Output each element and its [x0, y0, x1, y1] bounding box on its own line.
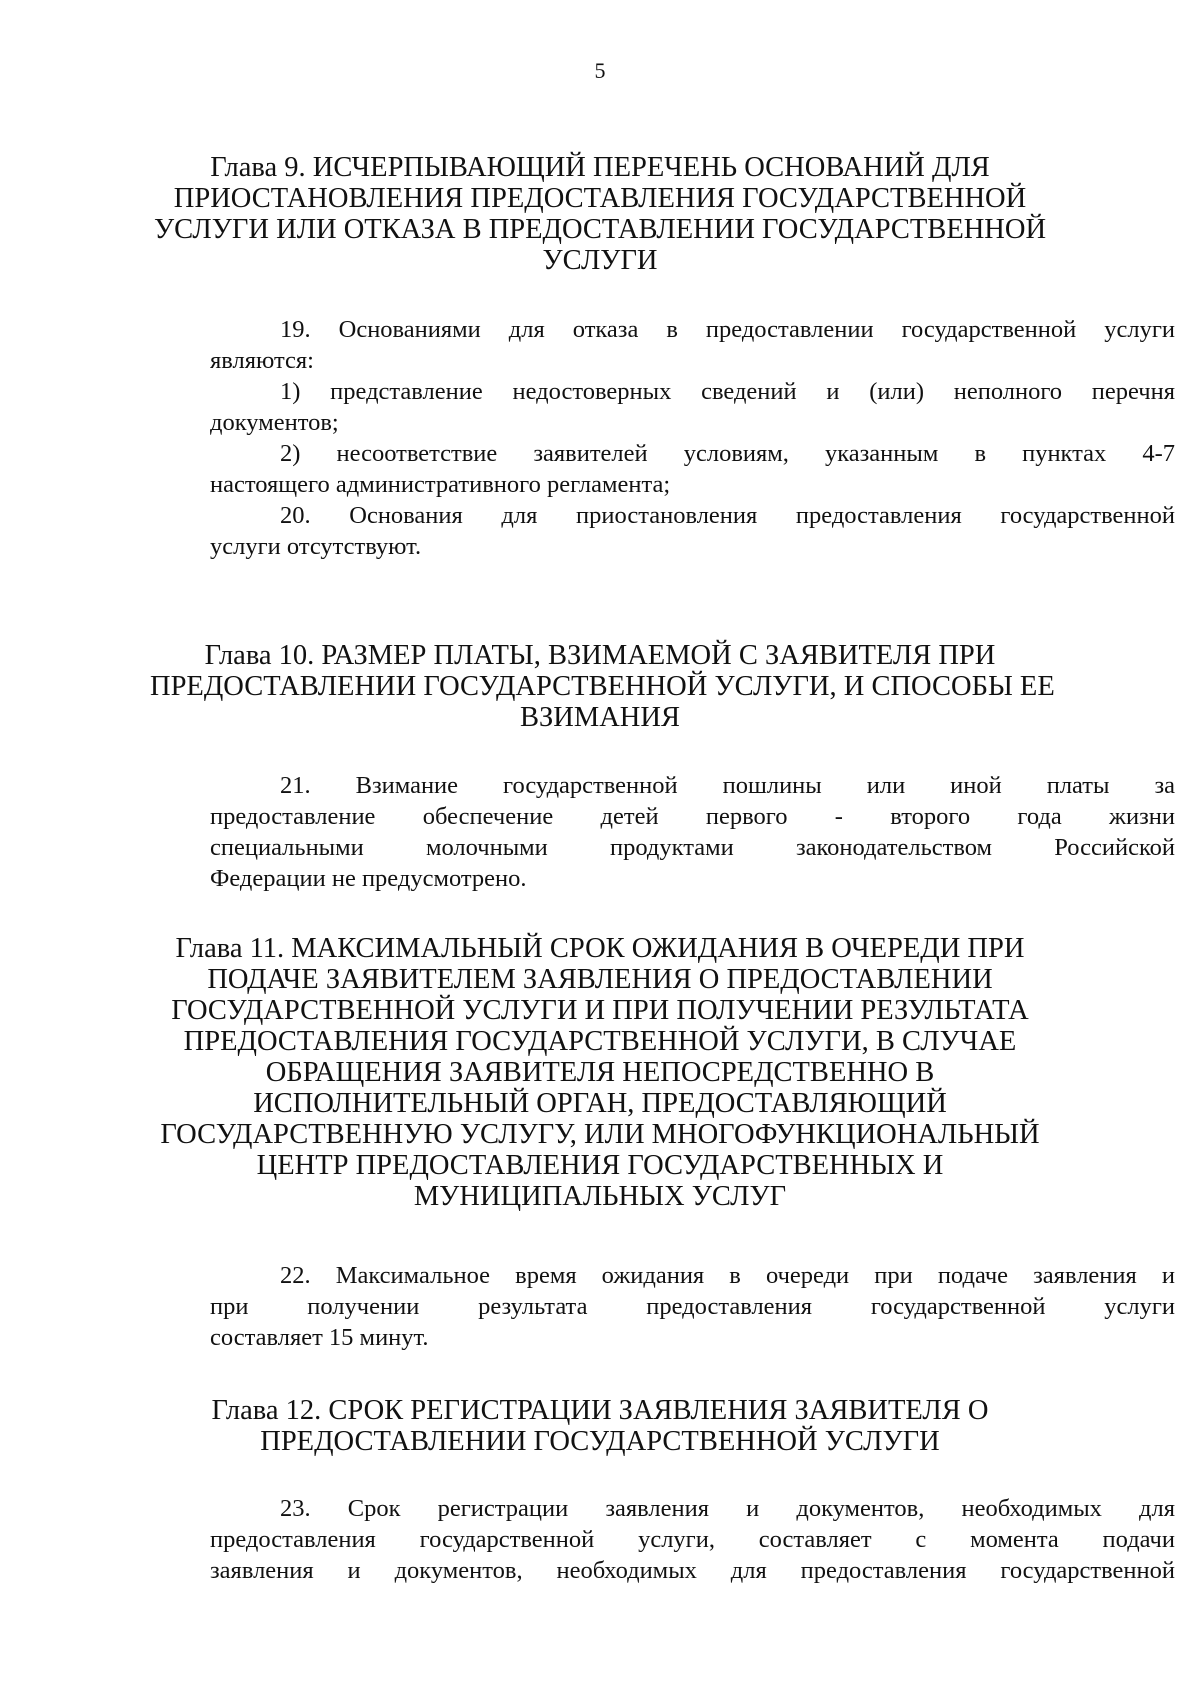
heading-line: ПОДАЧЕ ЗАЯВИТЕЛЕМ ЗАЯВЛЕНИЯ О ПРЕДОСТАВЛЕНИИ [207, 964, 993, 995]
heading-line: ПРИОСТАНОВЛЕНИЯ ПРЕДОСТАВЛЕНИЯ ГОСУДАРСТВЕННОЙ [173, 183, 1027, 214]
heading-line: МУНИЦИПАЛЬНЫХ УСЛУГ [413, 1181, 787, 1212]
text-line: заявления и документов, необходимых для предоставления государственной [210, 1557, 1175, 1584]
text-line: предоставления государственной услуги, составляет с момента подачи [210, 1526, 1175, 1553]
heading-line: ВЗИМАНИЯ [520, 702, 680, 733]
heading-line: ПРЕДОСТАВЛЕНИЯ ГОСУДАРСТВЕННОЙ УСЛУГИ, В СЛУЧАЕ [183, 1026, 1017, 1057]
paragraph-22 [210, 1260, 1175, 1353]
heading-line: УСЛУГИ ИЛИ ОТКАЗА В ПРЕДОСТАВЛЕНИИ ГОСУДАРСТВЕННОЙ [153, 214, 1047, 245]
text-line: документов; [210, 409, 339, 436]
paragraph-23 [210, 1493, 1175, 1586]
text-line: при получении результата предоставления государственной услуги [210, 1293, 1175, 1320]
heading-line: УСЛУГИ [542, 245, 658, 276]
text-line: 2) несоответствие заявителей условиям, указанным в пунктах 4-7 [280, 440, 1175, 467]
text-line: 21. Взимание государственной пошлины или иной платы за [280, 772, 1175, 799]
text-line: 23. Срок регистрации заявления и документов, необходимых для [280, 1495, 1175, 1522]
heading-line: ГОСУДАРСТВЕННУЮ УСЛУГУ, ИЛИ МНОГОФУНКЦИОНАЛЬНЫЙ [160, 1119, 1040, 1150]
paragraph-21 [210, 770, 1175, 894]
heading-line: Глава 12. СРОК РЕГИСТРАЦИИ ЗАЯВЛЕНИЯ ЗАЯВИТЕЛЯ О [211, 1395, 989, 1426]
text-line: предоставление обеспечение детей первого - второго года жизни [210, 803, 1175, 830]
text-line: настоящего административного регламента; [210, 471, 671, 498]
heading-line: ИСПОЛНИТЕЛЬНЫЙ ОРГАН, ПРЕДОСТАВЛЯЮЩИЙ [253, 1088, 947, 1119]
text-line: 19. Основаниями для отказа в предоставлении государственной услуги [280, 316, 1175, 343]
heading-line: ПРЕДОСТАВЛЕНИИ ГОСУДАРСТВЕННОЙ УСЛУГИ [260, 1426, 940, 1457]
chapter-10-heading [150, 640, 1055, 733]
heading-line: ПРЕДОСТАВЛЕНИИ ГОСУДАРСТВЕННОЙ УСЛУГИ, И СПОСОБЫ ЕЕ [150, 671, 1055, 702]
chapter-12-heading [150, 1395, 1050, 1457]
text-line: 20. Основания для приостановления предоставления государственной [280, 502, 1175, 529]
heading-line: Глава 11. МАКСИМАЛЬНЫЙ СРОК ОЖИДАНИЯ В ОЧЕРЕДИ ПРИ [175, 933, 1025, 964]
heading-line: ОБРАЩЕНИЯ ЗАЯВИТЕЛЯ НЕПОСРЕДСТВЕННО В [265, 1057, 935, 1088]
text-line: составляет 15 минут. [210, 1324, 429, 1351]
text-line: специальными молочными продуктами законодательством Российской [210, 834, 1175, 861]
text-line: Федерации не предусмотрено. [210, 865, 527, 892]
text-line: услуги отсутствуют. [210, 533, 422, 560]
heading-line: Глава 10. РАЗМЕР ПЛАТЫ, ВЗИМАЕМОЙ С ЗАЯВИТЕЛЯ ПРИ [204, 640, 996, 671]
text-line: 1) представление недостоверных сведений и (или) неполного перечня [280, 378, 1175, 405]
chapter-11-heading [150, 933, 1050, 1212]
page-number: 5 [594, 58, 606, 83]
heading-line: ГОСУДАРСТВЕННОЙ УСЛУГИ И ПРИ ПОЛУЧЕНИИ РЕЗУЛЬТАТА [171, 995, 1029, 1026]
paragraph-19-20 [210, 314, 1175, 562]
chapter-9-heading [150, 152, 1050, 276]
text-line: являются: [210, 347, 314, 374]
text-line: 22. Максимальное время ожидания в очереди при подаче заявления и [280, 1262, 1175, 1289]
heading-line: ЦЕНТР ПРЕДОСТАВЛЕНИЯ ГОСУДАРСТВЕННЫХ И [256, 1150, 944, 1181]
heading-line: Глава 9. ИСЧЕРПЫВАЮЩИЙ ПЕРЕЧЕНЬ ОСНОВАНИЙ ДЛЯ [210, 152, 990, 183]
